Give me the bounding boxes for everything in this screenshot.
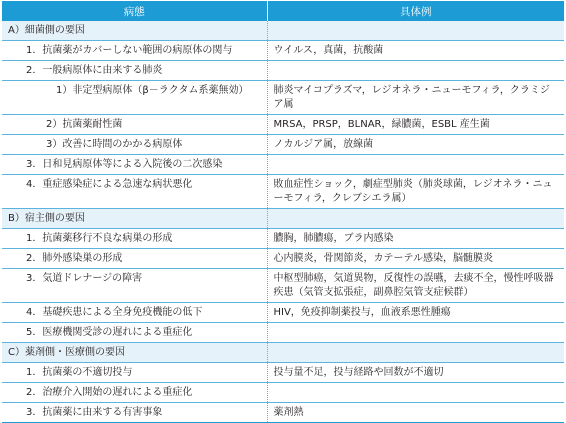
condition-cell: 3．日和見病原体等による入院後の二次感染 [2, 155, 267, 175]
table-row [2, 323, 564, 343]
example-cell: 敗血症性ショック，劇症型肺炎（肺炎球菌，レジオネラ・ニューモフィラ，クレブシエラ属） [267, 175, 564, 209]
section-heading: C）薬剤側・医療側の要因 [2, 343, 267, 363]
table-body [2, 21, 564, 423]
example-cell [267, 61, 564, 81]
condition-cell: 1．抗菌薬がカバーしない範囲の病原体の関与 [2, 41, 267, 61]
table-row [2, 403, 564, 423]
example-cell: 心内膜炎，骨関節炎，カテーテル感染，脳髄膜炎 [267, 249, 564, 269]
example-cell: 肺炎マイコプラズマ，レジオネラ・ニューモフィラ，クラミジア属 [267, 81, 564, 115]
section-row [2, 21, 564, 41]
condition-cell: 2．肺外感染巣の形成 [2, 249, 267, 269]
table-row [2, 363, 564, 383]
condition-cell: 1）非定型病原体（β－ラクタム系薬無効） [2, 81, 267, 115]
table-row [2, 303, 564, 323]
section-heading: B）宿主側の要因 [2, 209, 267, 229]
condition-cell: 2）抗菌薬耐性菌 [2, 115, 267, 135]
table-row [2, 81, 564, 115]
example-cell: ノカルジア属，放線菌 [267, 135, 564, 155]
example-cell: ウイルス，真菌，抗酸菌 [267, 41, 564, 61]
section-heading: A）細菌側の要因 [2, 21, 267, 41]
table-header-row [2, 1, 564, 21]
table-row [2, 249, 564, 269]
condition-cell: 1．抗菌薬の不適切投与 [2, 363, 267, 383]
example-cell: MRSA，PRSP，BLNAR，緑膿菌，ESBL 産生菌 [267, 115, 564, 135]
example-cell: HIV，免疫抑制薬投与，血液系悪性腫瘍 [267, 303, 564, 323]
header-examples: 具体例 [267, 1, 564, 21]
causes-table [2, 1, 564, 423]
example-cell [267, 155, 564, 175]
table-row [2, 41, 564, 61]
example-cell [267, 323, 564, 343]
table-row [2, 115, 564, 135]
section-row [2, 343, 564, 363]
example-cell [267, 209, 564, 229]
example-cell: 薬剤熱 [267, 403, 564, 423]
table-row [2, 175, 564, 209]
condition-cell: 3）改善に時間のかかる病原体 [2, 135, 267, 155]
section-row [2, 209, 564, 229]
example-cell [267, 343, 564, 363]
example-cell: 膿胸，肺膿瘍，ブラ内感染 [267, 229, 564, 249]
condition-cell: 4．基礎疾患による全身免疫機能の低下 [2, 303, 267, 323]
table-row [2, 61, 564, 81]
table-row [2, 269, 564, 303]
header-condition: 病態 [2, 1, 267, 21]
table-row [2, 229, 564, 249]
condition-cell: 5．医療機関受診の遅れによる重症化 [2, 323, 267, 343]
condition-cell: 3．抗菌薬に由来する有害事象 [2, 403, 267, 423]
condition-cell: 1．抗菌薬移行不良な病巣の形成 [2, 229, 267, 249]
condition-cell: 3．気道ドレナージの障害 [2, 269, 267, 303]
example-cell [267, 21, 564, 41]
example-cell: 投与量不足，投与経路や回数が不適切 [267, 363, 564, 383]
condition-cell: 2．一般病原体に由来する肺炎 [2, 61, 267, 81]
condition-cell: 4．重症感染症による急速な病状悪化 [2, 175, 267, 209]
table-row [2, 383, 564, 403]
table-row [2, 135, 564, 155]
table-row [2, 155, 564, 175]
example-cell: 中枢型肺癌，気道異物，反復性の誤嚥，去痰不全，慢性呼吸器疾患（気管支拡張症，副鼻腔気管支症候群） [267, 269, 564, 303]
condition-cell: 2．治療介入開始の遅れによる重症化 [2, 383, 267, 403]
example-cell [267, 383, 564, 403]
